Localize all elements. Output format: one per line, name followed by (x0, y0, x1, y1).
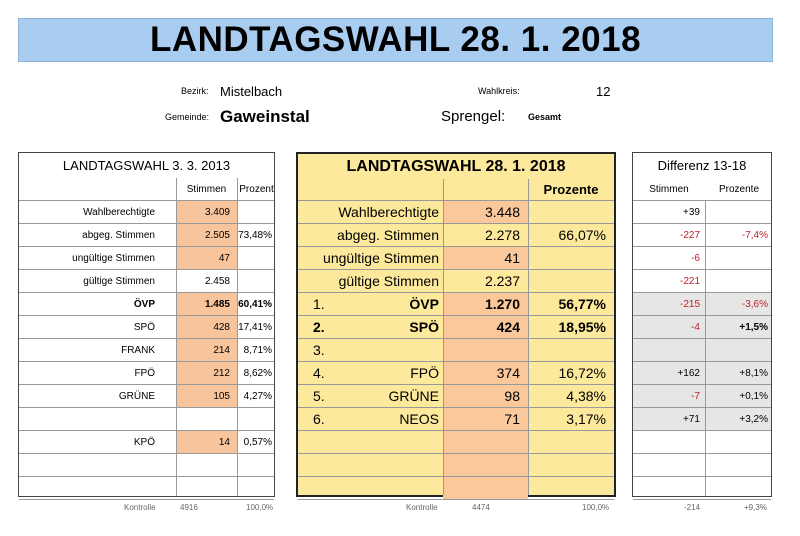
row-diff-stimmen (633, 477, 705, 499)
row-label: abgeg. Stimmen (337, 227, 439, 243)
row-stimmen: 2.458 (204, 275, 230, 287)
table-row (19, 316, 274, 339)
row-stimmen: 71 (443, 408, 528, 430)
title-banner (18, 18, 773, 62)
row-label: KPÖ (133, 436, 155, 448)
table-differenz-title-row (633, 153, 771, 178)
row-number (298, 431, 358, 453)
wahlkreis-value: 12 (596, 84, 611, 99)
row-diff-stimmen: -7 (691, 390, 700, 402)
table-row (19, 408, 274, 431)
row-prozent (528, 339, 614, 361)
table-row (19, 293, 274, 316)
row-label: Wahlberechtigte (338, 204, 439, 220)
table-row (19, 385, 274, 408)
row-prozent: 73,48% (238, 229, 272, 241)
row-diff-stimmen: +162 (677, 367, 700, 379)
row-number: 1. (313, 296, 325, 312)
row-label: ÖVP (409, 296, 439, 312)
row-prozent (528, 477, 614, 499)
gemeinde-label: Gemeinde: (165, 112, 210, 122)
gemeinde-value: Gaweinstal (220, 107, 310, 126)
table-2018-title-row (298, 154, 614, 179)
kontrolle-2013-label: Kontrolle (124, 503, 156, 512)
row-prozent: 4,27% (243, 390, 272, 402)
row-prozent (528, 454, 614, 476)
row-label: NEOS (399, 411, 439, 427)
table-2013-header-row (19, 178, 274, 201)
kontrolle-2018-prozent: 100,0% (582, 503, 610, 512)
row-number (298, 201, 358, 223)
row-diff-prozent (705, 339, 773, 361)
row-stimmen: 105 (176, 385, 237, 407)
row-diff-prozent (705, 270, 773, 292)
table-row (19, 477, 274, 500)
table-row (298, 316, 614, 339)
row-diff-prozent (705, 247, 773, 269)
row-diff-prozent: -3,6% (741, 298, 768, 310)
table-row (298, 270, 614, 293)
row-label: FPÖ (134, 367, 155, 379)
kontrolle-2013-prozent: 100,0% (246, 503, 274, 512)
row-diff-prozent: +8,1% (739, 367, 768, 379)
row-stimmen (443, 454, 528, 476)
row-label: Wahlberechtigte (83, 206, 155, 218)
row-stimmen: 3.409 (176, 201, 237, 223)
row-diff-prozent (705, 477, 773, 499)
row-diff-stimmen: -215 (679, 298, 700, 310)
row-stimmen (443, 431, 528, 453)
table-row (298, 293, 614, 316)
wahlkreis-label: Wahlkreis: (478, 86, 520, 96)
divider (705, 201, 706, 496)
row-label: ungültige Stimmen (72, 252, 155, 264)
table-differenz-header-row (633, 178, 771, 201)
row-stimmen: 374 (443, 362, 528, 384)
row-number: 6. (313, 411, 325, 427)
table-2013 (18, 152, 275, 497)
row-stimmen: 1.270 (443, 293, 528, 315)
row-label (19, 477, 159, 499)
table-row (633, 362, 771, 385)
table-row (298, 362, 614, 385)
divider (528, 179, 529, 495)
table-row (19, 454, 274, 477)
row-stimmen: 98 (443, 385, 528, 407)
row-diff-stimmen: +71 (683, 413, 700, 425)
row-prozent: 0,57% (243, 436, 272, 448)
row-diff-prozent (705, 201, 773, 223)
row-label (19, 454, 159, 476)
table-row (298, 431, 614, 454)
row-prozent: 18,95% (558, 319, 606, 335)
table-row (633, 477, 771, 500)
row-stimmen (176, 477, 237, 499)
table-row (633, 224, 771, 247)
row-number (298, 247, 358, 269)
col-stimmen-header: Stimmen (649, 183, 689, 195)
table-row (19, 247, 274, 270)
row-prozent (237, 201, 276, 223)
sprengel-label: Sprengel: (441, 108, 506, 125)
table-row (633, 454, 771, 477)
table-differenz (632, 152, 772, 497)
kontrolle-2018-label: Kontrolle (406, 503, 438, 512)
row-prozent (528, 270, 614, 292)
table-2013-title-row (19, 153, 274, 178)
row-number: 4. (313, 365, 325, 381)
row-stimmen: 214 (176, 339, 237, 361)
row-stimmen (176, 454, 237, 476)
row-prozent: 56,77% (558, 296, 606, 312)
table-row (298, 224, 614, 247)
sprengel-value: Gesamt (528, 112, 562, 122)
row-stimmen (443, 477, 528, 499)
row-stimmen: 2.237 (484, 273, 520, 289)
row-stimmen: 47 (176, 247, 237, 269)
row-diff-prozent: +1,5% (739, 321, 768, 333)
row-label: GRÜNE (388, 388, 439, 404)
table-row (633, 247, 771, 270)
table-row (633, 408, 771, 431)
row-diff-prozent (705, 454, 773, 476)
table-row (633, 385, 771, 408)
divider (176, 178, 177, 496)
row-prozent: 17,41% (238, 321, 272, 333)
row-label: FRANK (121, 344, 155, 356)
row-prozent (528, 431, 614, 453)
row-diff-stimmen (633, 454, 705, 476)
table-row (633, 431, 771, 454)
row-stimmen: 2.505 (176, 224, 237, 246)
col-prozente-header: Prozente (543, 182, 599, 197)
table-2018 (296, 152, 616, 497)
table-row (298, 477, 614, 500)
row-number: 3. (313, 342, 325, 358)
table-row (19, 431, 274, 454)
table-row (633, 201, 771, 224)
row-diff-stimmen: -221 (679, 275, 700, 287)
row-diff-stimmen: +39 (683, 206, 700, 218)
row-label: SPÖ (133, 321, 155, 333)
row-stimmen: 1.485 (176, 293, 237, 315)
row-number (298, 477, 358, 499)
kontrolle-diff-prozent: +9,3% (744, 503, 767, 512)
row-diff-stimmen: -6 (691, 252, 700, 264)
table-row (633, 316, 771, 339)
row-stimmen (443, 339, 528, 361)
row-diff-stimmen (633, 339, 705, 361)
page-title: LANDTAGSWAHL 28. 1. 2018 (149, 20, 642, 59)
kontrolle-2013-stimmen: 4916 (180, 503, 198, 512)
table-row (298, 454, 614, 477)
row-prozent (237, 270, 276, 292)
table-row (19, 224, 274, 247)
table-row (19, 270, 274, 293)
row-label: ungültige Stimmen (323, 250, 439, 266)
kontrolle-2018-stimmen: 4474 (472, 503, 490, 512)
row-stimmen: 41 (443, 247, 528, 269)
row-number (298, 270, 358, 292)
row-diff-prozent (705, 431, 773, 453)
row-label: abgeg. Stimmen (82, 229, 155, 241)
table-row (633, 293, 771, 316)
bezirk-label: Bezirk: (181, 86, 209, 96)
table-row (298, 339, 614, 362)
table-row (298, 201, 614, 224)
row-prozent (237, 477, 276, 499)
row-prozent: 8,71% (243, 344, 272, 356)
row-diff-prozent: -7,4% (741, 229, 768, 241)
row-stimmen: 2.278 (484, 227, 520, 243)
row-label: FPÖ (410, 365, 439, 381)
table-row (298, 247, 614, 270)
kontrolle-diff-stimmen: -214 (684, 503, 701, 512)
row-diff-stimmen (633, 431, 705, 453)
row-prozent (528, 201, 614, 223)
bezirk-value: Mistelbach (220, 84, 283, 99)
row-prozent: 16,72% (558, 365, 606, 381)
col-prozente-header: Prozente (718, 183, 760, 195)
row-label: ÖVP (133, 298, 155, 310)
row-number (298, 454, 358, 476)
row-label: GRÜNE (118, 390, 155, 402)
row-stimmen: 428 (176, 316, 237, 338)
row-prozent: 60,41% (238, 298, 272, 310)
row-diff-prozent: +0,1% (739, 390, 768, 402)
row-stimmen: 212 (176, 362, 237, 384)
row-stimmen (176, 408, 237, 430)
row-label: gültige Stimmen (338, 273, 439, 289)
row-diff-stimmen: -4 (691, 321, 700, 333)
table-2013-title: LANDTAGSWAHL 3. 3. 2013 (62, 158, 231, 173)
col-prozent-header: Prozent (239, 183, 274, 195)
row-prozent: 8,62% (243, 367, 272, 379)
table-2018-header-row (298, 179, 614, 201)
row-stimmen: 14 (176, 431, 237, 453)
row-prozent (237, 247, 276, 269)
row-diff-stimmen: -227 (679, 229, 700, 241)
divider (443, 179, 444, 495)
row-prozent (528, 247, 614, 269)
row-label: gültige Stimmen (83, 275, 155, 287)
table-row (633, 339, 771, 362)
table-2018-title: LANDTAGSWAHL 28. 1. 2018 (346, 157, 566, 175)
row-prozent: 4,38% (566, 388, 606, 404)
row-number: 2. (313, 319, 325, 335)
table-differenz-title: Differenz 13-18 (657, 158, 747, 173)
row-label: SPÖ (409, 319, 439, 335)
row-prozent (237, 408, 276, 430)
table-row (298, 385, 614, 408)
row-label (19, 408, 159, 430)
table-row (19, 362, 274, 385)
row-number (298, 224, 358, 246)
row-prozent (237, 454, 276, 476)
row-stimmen: 424 (443, 316, 528, 338)
row-number: 5. (313, 388, 325, 404)
col-stimmen-header: Stimmen (186, 183, 227, 195)
table-row (298, 408, 614, 431)
divider (237, 178, 238, 496)
row-diff-prozent: +3,2% (739, 413, 768, 425)
row-prozent: 66,07% (558, 227, 606, 243)
row-prozent: 3,17% (566, 411, 606, 427)
table-row (633, 270, 771, 293)
row-stimmen: 3.448 (443, 201, 528, 223)
table-row (19, 201, 274, 224)
table-row (19, 339, 274, 362)
